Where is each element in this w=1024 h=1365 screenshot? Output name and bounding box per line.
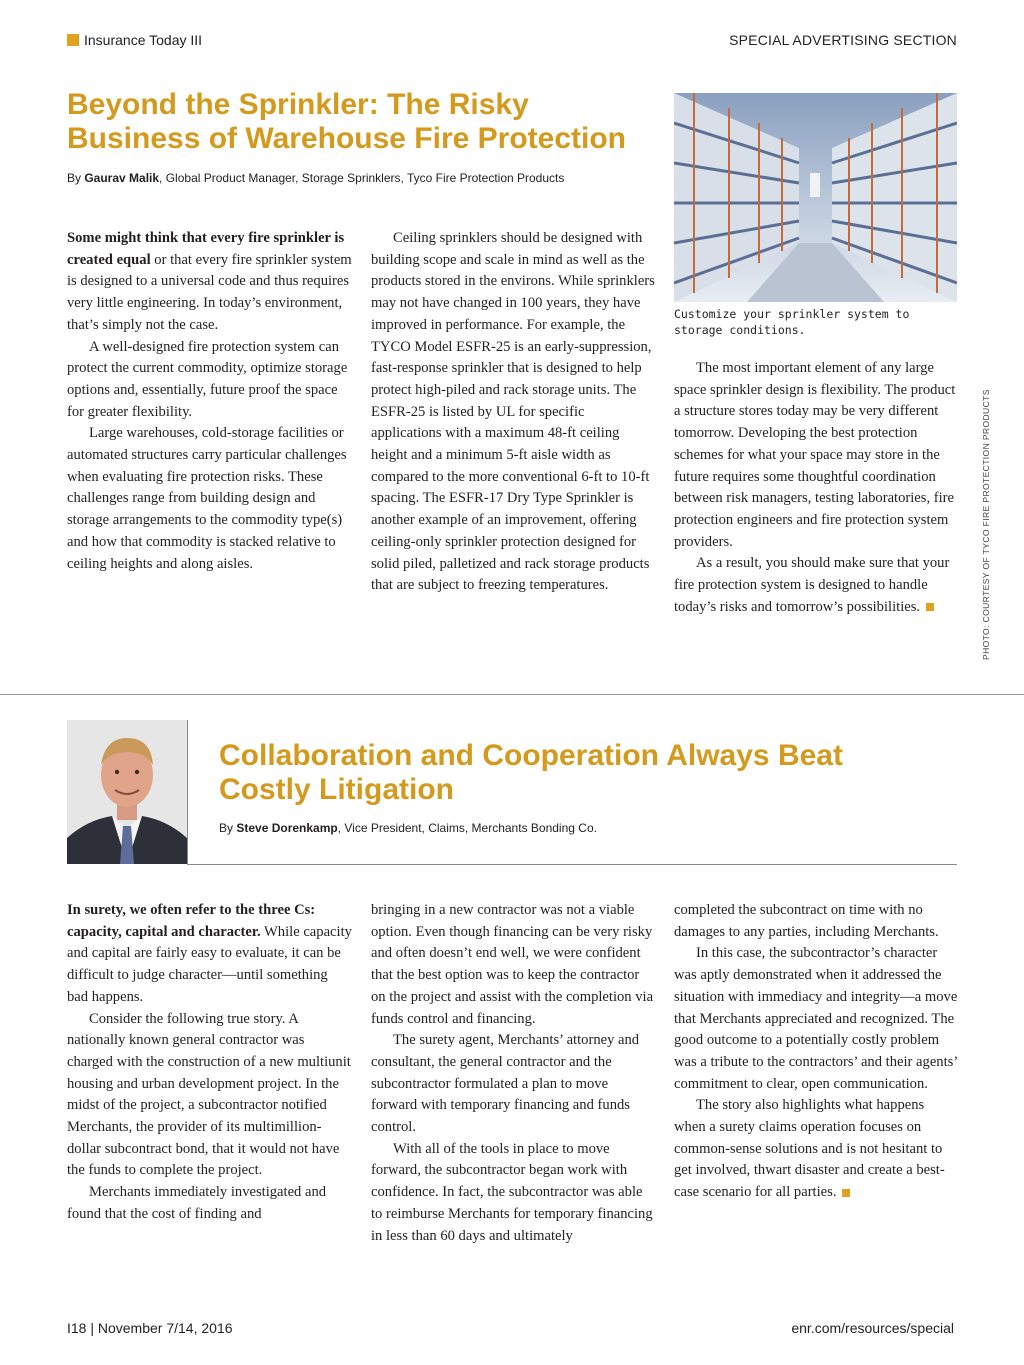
publication-name: Insurance Today III — [84, 32, 203, 48]
article2-title: Collaboration and Cooperation Always Beat Costly Litigation — [219, 739, 843, 806]
article1-author: Gaurav Malik — [84, 171, 160, 185]
photo-credit: PHOTO: COURTESY OF TYCO FIRE PROTECTION PRODUCTS — [981, 389, 991, 660]
article2-column-2 — [371, 900, 655, 1247]
article2-continuation: completed the subcontract on time with no damages to any parties, including Merchants. — [674, 902, 939, 940]
byline-prefix: By — [67, 171, 85, 185]
article1-lead-rest: or that every fire sprinkler system is designed to a universal code and thus requires very little engineering. In today’s environment, that’s simply not the case. — [67, 251, 352, 333]
article2-byline — [219, 821, 597, 835]
article1-paragraph: Ceiling sprinklers should be designed with building scope and scale in mind as well as the products stored in the environs. While sprinklers may not have changed in 100 years, they have improved in performance. For example, the TYCO Model ESFR-25 is an early-suppression, fast-response sprinkler that is designed to help protect high-piled and rack storage units. The ESFR-25 is listed by UL for specific applications with a maximum 48-ft ceiling height and a minimum 5-ft aisle width as compared to the more conventional 6-ft to 10-ft spacing. The ESFR-17 Dry Type Sprinkler is another example of an improvement, offering ceiling-only sprinkler protection designed for solid piled, palletized and rack storage products that are subject to freezing temperatures. — [371, 230, 655, 594]
article1-closing-text: As a result, you should make sure that your fire protection system is designed to handle today’s risks and tomorrow’s possibilities. — [674, 555, 950, 615]
section-label: SPECIAL ADVERTISING SECTION — [729, 32, 957, 48]
article2-closing-text: The story also highlights what happens when a surety claims operation focuses on common-sense solutions and is not hesitant to get involved, thwart disaster and create a best-case scenario for all parties. — [674, 1097, 945, 1201]
article2-paragraph: The surety agent, Merchants’ attorney and consultant, the general contractor and the subcontractor formulated a plan to move forward with temporary financing and funds control. — [371, 1032, 640, 1136]
article2-column-3 — [674, 900, 959, 1204]
article2-paragraph: Consider the following true story. A nationally known general contractor was charged with the construction of a new multiunit housing and urban development project. In the midst of the project, a subcontractor notified Merchants, the provider of its multimillion-dollar subcontract bond, that it would not have the funds to complete the project. — [67, 1010, 351, 1179]
article1-title: Beyond the Sprinkler: The Risky Business of Warehouse Fire Protection — [67, 88, 626, 155]
end-mark-icon — [926, 603, 934, 611]
article2-author: Steve Dorenkamp — [236, 821, 338, 835]
article2-column-1 — [67, 900, 352, 1226]
article2-paragraph: With all of the tools in place to move forward, the subcontractor began work with confidence. In fact, the subcontractor was able to reimburse Merchants for temporary financing in less than 60 days and ultimately — [371, 1140, 653, 1244]
article1-paragraph-final — [674, 553, 964, 618]
photo-caption: Customize your sprinkler system to storage conditions. — [674, 307, 910, 337]
article2-paragraph: Merchants immediately investigated and found that the cost of finding and — [67, 1184, 327, 1222]
article1-author-role: , Global Product Manager, Storage Sprinklers, Tyco Fire Protection Products — [159, 171, 565, 185]
author-portrait-photo — [67, 720, 187, 864]
article2-lead-bold: In surety, we often refer to the three Cs: capacity, capital and character. — [67, 902, 316, 940]
portrait-illustration — [67, 720, 187, 864]
footer-url: enr.com/resources/special — [791, 1320, 954, 1336]
article1-paragraph: The most important element of any large space sprinkler design is flexibility. The product a structure stores today may be very different tomorrow. Developing the best protection schemes for what your space may store in the future requires some thoughtful coordination between risk managers, testing laboratories, fire protection engineers and fire protection system providers. — [674, 360, 956, 550]
article1-lead-bold: Some might think that every fire sprinkler is created equal — [67, 230, 345, 268]
article1-byline — [67, 171, 564, 185]
warehouse-racks-photo — [674, 93, 957, 302]
article1-column-1 — [67, 228, 352, 575]
article2-paragraph-final — [674, 1095, 959, 1204]
article1-column-3 — [674, 358, 964, 618]
article2-continuation: bringing in a new contractor was not a viable option. Even though financing can be very risky and often doesn’t end well, we were confident that the best option was to keep the contractor on the project and assist with the completion via funds control and financing. — [371, 902, 654, 1027]
article2-lead-rest: While capacity and capital are fairly easy to evaluate, it can be difficult to judge character—until something bad happens. — [67, 923, 352, 1005]
portrait-divider-line — [187, 720, 188, 865]
warehouse-illustration — [674, 93, 957, 302]
article-divider — [0, 694, 1024, 695]
article1-paragraph: Large warehouses, cold-storage facilities or automated structures carry particular challenges when evaluating fire protection risks. These challenges range from building design and storage arrangements to the commodity type(s) and how that commodity is stacked relative to ceiling heights and along aisles. — [67, 425, 347, 572]
byline-prefix: By — [219, 821, 237, 835]
page-folio: I18 | November 7/14, 2016 — [67, 1320, 233, 1336]
article2-paragraph: In this case, the subcontractor’s character was aptly demonstrated when it addressed the situation with immediacy and integrity—a move that Merchants appreciated and recognized. The good outcome to a potentially costly problem was a tribute to the contractors’ and their agents’ commitment to clear, open communication. — [674, 945, 958, 1092]
article2-author-role: , Vice President, Claims, Merchants Bonding Co. — [337, 821, 597, 835]
article2-lead-paragraph — [67, 900, 352, 1009]
article2-header-rule — [187, 864, 957, 865]
article1-column-2 — [371, 228, 655, 597]
article1-lead-paragraph — [67, 228, 352, 337]
article1-paragraph: A well-designed fire protection system can protect the current commodity, optimize storage options and, essentially, future proof the space for greater flexibility. — [67, 338, 348, 420]
section-square-icon — [67, 34, 79, 46]
end-mark-icon — [842, 1189, 850, 1197]
publication-header — [67, 32, 202, 48]
